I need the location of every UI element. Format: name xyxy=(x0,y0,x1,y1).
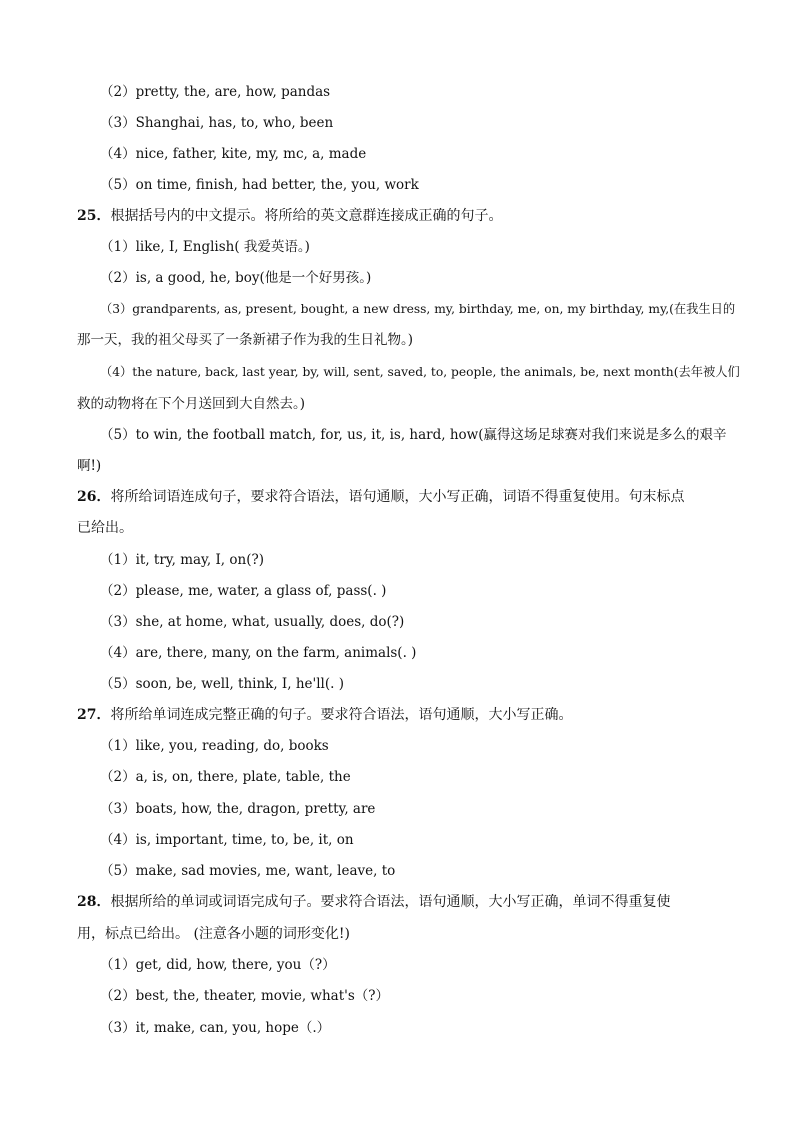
q26-item-1: （1）it, try, may, I, on(?) xyxy=(100,552,264,568)
q27-instruction: 将所给单词连成完整正确的句子。要求符合语法，语句通顺，大小写正确。 xyxy=(110,707,573,723)
q25-item-1: （1）like, I, English( 我爱英语。) xyxy=(100,239,310,255)
q27-number: 27． xyxy=(77,707,111,723)
q28-number: 28． xyxy=(77,894,111,910)
q27-item-5: （5）make, sad movies, me, want, leave, to xyxy=(100,863,396,879)
q25-item-3-cont: 那一天，我的祖父母买了一条新裙子作为我的生日礼物。) xyxy=(77,332,414,348)
q25-item-2: （2）is, a good, he, boy(他是一个好男孩。) xyxy=(100,270,372,286)
q28-item-1: （1）get, did, how, there, you（?） xyxy=(100,957,336,973)
q26-number: 26． xyxy=(77,489,111,505)
q28-instruction: 根据所给的单词或词语完成句子。要求符合语法，语句通顺，大小写正确，单词不得重复使 xyxy=(110,894,671,910)
q25-number: 25． xyxy=(77,208,111,224)
q25-item-3: （3）grandparents, as, present, bought, a new dress, my, birthday, me, on, my birthday, my,(在我生日的 xyxy=(100,302,736,316)
q27-heading xyxy=(77,706,572,724)
q27-item-3: （3）boats, how, the, dragon, pretty, are xyxy=(100,801,376,817)
q26-item-2: （2）please, me, water, a glass of, pass(. ) xyxy=(100,583,387,599)
q27-item-2: （2）a, is, on, there, plate, table, the xyxy=(100,769,351,785)
q24-item-5: （5）on time, finish, had better, the, you, work xyxy=(100,177,419,193)
q25-item-4-cont: 救的动物将在下个月送回到大自然去。) xyxy=(77,396,306,412)
q26-item-5: （5）soon, be, well, think, I, he'll(. ) xyxy=(100,676,344,692)
q26-instruction-cont: 已给出。 xyxy=(77,520,133,536)
q24-item-2: （2）pretty, the, are, how, pandas xyxy=(100,84,331,100)
q27-item-4: （4）is, important, time, to, be, it, on xyxy=(100,832,354,848)
q25-instruction: 根据括号内的中文提示。将所给的英文意群连接成正确的句子。 xyxy=(110,208,503,224)
q26-item-3: （3）she, at home, what, usually, does, do(?) xyxy=(100,614,405,630)
q25-item-4: （4）the nature, back, last year, by, will, sent, saved, to, people, the animals, be, next month(去年被人们 xyxy=(100,365,740,379)
q27-item-1: （1）like, you, reading, do, books xyxy=(100,738,329,754)
q28-heading xyxy=(77,893,670,911)
q28-item-3: （3）it, make, can, you, hope（.） xyxy=(100,1020,331,1036)
q25-item-5-cont: 啊!) xyxy=(77,458,102,474)
q28-instruction-cont: 用，标点已给出。 (注意各小题的词形变化!) xyxy=(77,926,350,942)
q26-item-4: （4）are, there, many, on the farm, animals(. ) xyxy=(100,645,417,661)
q28-item-2: （2）best, the, theater, movie, what's（?） xyxy=(100,988,390,1004)
q26-heading xyxy=(77,488,684,506)
q26-instruction: 将所给词语连成句子，要求符合语法，语句通顺，大小写正确，词语不得重复使用。句末标点 xyxy=(110,489,685,505)
q25-item-5: （5）to win, the football match, for, us, it, is, hard, how(赢得这场足球赛对我们来说是多么的艰辛 xyxy=(100,427,727,443)
q25-heading xyxy=(77,207,502,225)
q24-item-3: （3）Shanghai, has, to, who, been xyxy=(100,115,334,131)
q24-item-4: （4）nice, father, kite, my, mc, a, made xyxy=(100,146,367,162)
